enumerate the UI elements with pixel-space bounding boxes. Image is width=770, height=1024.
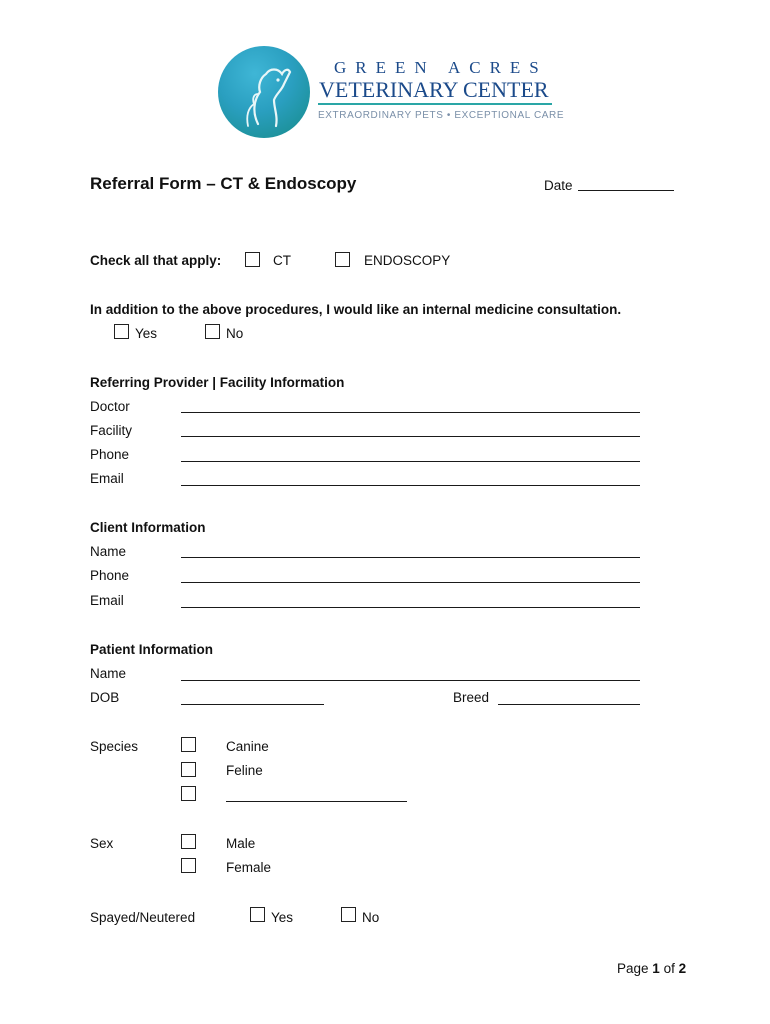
provider-doctor-label: Doctor: [90, 399, 130, 414]
provider-doctor-field[interactable]: [181, 412, 640, 413]
provider-email-field[interactable]: [181, 485, 640, 486]
spayed-yes-label: Yes: [271, 910, 294, 925]
client-email-label: Email: [90, 593, 124, 608]
sex-label: Sex: [90, 836, 114, 851]
provider-facility-label: Facility: [90, 423, 133, 438]
patient-breed-field[interactable]: [498, 704, 640, 705]
patient-heading: Patient Information: [90, 642, 214, 657]
patient-dob-field[interactable]: [181, 704, 324, 705]
logo-name: GREEN ACRES: [334, 58, 548, 77]
page-prefix: Page: [617, 961, 649, 976]
check-all-label: Check all that apply:: [90, 253, 222, 268]
client-phone-label: Phone: [90, 568, 130, 583]
consult-no-label: No: [226, 326, 244, 341]
ct-checkbox[interactable]: [245, 252, 260, 267]
provider-email-label: Email: [90, 471, 124, 486]
logo-subtitle: VETERINARY CENTER: [319, 77, 549, 102]
consult-yes-label: Yes: [135, 326, 158, 341]
provider-facility-field[interactable]: [181, 436, 640, 437]
species-other-checkbox[interactable]: [181, 786, 196, 801]
sex-female-label: Female: [226, 860, 272, 875]
species-label: Species: [90, 739, 139, 754]
species-canine-label: Canine: [226, 739, 269, 754]
endoscopy-checkbox[interactable]: [335, 252, 350, 267]
sex-male-label: Male: [226, 836, 256, 851]
spayed-no-checkbox[interactable]: [341, 907, 356, 922]
consult-question: In addition to the above procedures, I would like an internal medicine consultation.: [90, 302, 622, 317]
date-label: Date: [544, 178, 573, 193]
species-other-field[interactable]: [226, 801, 407, 802]
form-title: Referral Form – CT & Endoscopy: [90, 174, 357, 193]
page-number: [617, 961, 686, 977]
species-feline-checkbox[interactable]: [181, 762, 196, 777]
date-field[interactable]: [578, 190, 674, 191]
client-name-field[interactable]: [181, 557, 640, 558]
sex-female-checkbox[interactable]: [181, 858, 196, 873]
page-total: 2: [678, 961, 687, 976]
logo-divider: [318, 103, 552, 105]
patient-name-field[interactable]: [181, 680, 640, 681]
logo-tagline: EXTRAORDINARY PETS • EXCEPTIONAL CARE: [318, 110, 565, 121]
spayed-no-label: No: [362, 910, 380, 925]
sex-male-checkbox[interactable]: [181, 834, 196, 849]
spayed-label: Spayed/Neutered: [90, 910, 196, 925]
client-phone-field[interactable]: [181, 582, 640, 583]
page-of: of: [663, 961, 675, 976]
ct-label: CT: [273, 253, 291, 268]
client-name-label: Name: [90, 544, 127, 559]
consult-yes-checkbox[interactable]: [114, 324, 129, 339]
patient-name-label: Name: [90, 666, 127, 681]
patient-breed-label: Breed: [453, 690, 490, 705]
logo-circle: [218, 46, 310, 138]
client-heading: Client Information: [90, 520, 206, 535]
endoscopy-label: ENDOSCOPY: [364, 253, 451, 268]
provider-phone-label: Phone: [90, 447, 130, 462]
provider-heading: Referring Provider | Facility Information: [90, 375, 345, 390]
species-canine-checkbox[interactable]: [181, 737, 196, 752]
spayed-yes-checkbox[interactable]: [250, 907, 265, 922]
consult-no-checkbox[interactable]: [205, 324, 220, 339]
page-current: 1: [652, 961, 660, 976]
species-feline-label: Feline: [226, 763, 263, 778]
client-email-field[interactable]: [181, 607, 640, 608]
patient-dob-label: DOB: [90, 690, 120, 705]
provider-phone-field[interactable]: [181, 461, 640, 462]
dog-cat-icon: [218, 46, 310, 138]
